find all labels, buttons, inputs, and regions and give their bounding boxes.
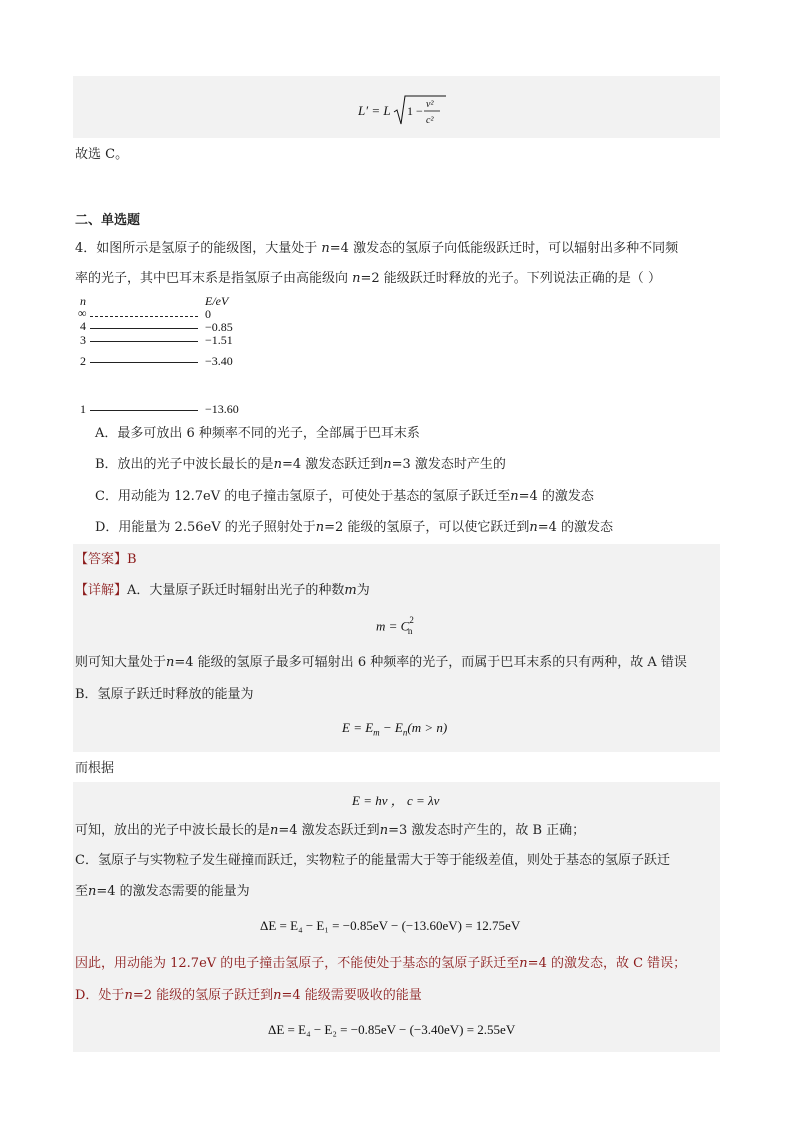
detail-text: =4 能级的氢原子最多可辐射出 6 种频率的光子，而属于巴耳末系的只有两种，故 A 错误: [174, 655, 687, 670]
section-title: 二、单选题: [75, 213, 141, 228]
equation-photon: E = hν ， c = λν: [352, 793, 440, 808]
var-n: n: [270, 823, 279, 838]
var-n: n: [519, 956, 528, 971]
equation-d: ΔE = E₄ − E₂ = −0.85eV − (−3.40eV) = 2.55eV: [268, 1022, 516, 1037]
var-n: n: [383, 457, 392, 472]
var-n: n: [273, 457, 282, 472]
equation-combination: [376, 617, 418, 636]
level-line-1: [90, 410, 198, 411]
detail-text: =2 能级的氢原子跃迁到: [132, 988, 274, 1003]
detail-text: 为: [356, 583, 370, 598]
level-line-inf: [90, 316, 198, 317]
question-text: 率的光子，其中巴耳末系是指氢原子由高能级向: [75, 271, 353, 286]
svg-text:v²: v²: [426, 99, 434, 110]
var-n: n: [510, 489, 519, 504]
eq-sub: n: [407, 625, 413, 636]
option-text: B．放出的光子中波长最长的是: [95, 457, 274, 472]
var-n: n: [88, 884, 97, 899]
option-text: =3 激发态时产生的: [391, 457, 506, 472]
question-line-1: [75, 240, 678, 258]
level-n-1: 1: [80, 402, 86, 416]
detail-text: =4 激发态跃迁到: [278, 823, 380, 838]
axis-n-label: n: [80, 294, 86, 308]
answer-tag: 【答案】: [75, 552, 128, 567]
equation-c: ΔE = E₄ − E₁ = −0.85eV − (−13.60eV) = 12.75eV: [260, 918, 521, 933]
level-n-4: 4: [80, 319, 86, 333]
detail-text: =3 激发态时产生的，故 B 正确；: [388, 823, 586, 838]
detail-text: A．大量原子跃迁时辐射出光子的种数: [127, 583, 345, 598]
option-d: [95, 519, 613, 537]
level-e-3: −1.51: [205, 333, 233, 347]
question-text: 4．如图所示是氢原子的能级图，大量处于: [75, 241, 322, 256]
eq-sup: 2: [409, 615, 414, 625]
option-text: =4 的激发态: [518, 489, 594, 504]
question-line-2: [75, 270, 661, 288]
detail-line-4: 而根据: [75, 761, 115, 776]
eq-sub: n: [402, 727, 408, 738]
equation-energy-diff: [342, 720, 447, 738]
answer-line: [75, 551, 137, 569]
eq-text: E = E: [342, 720, 374, 735]
option-a: A．最多可放出 6 种频率不同的光子，全部属于巴耳末系: [95, 426, 420, 441]
level-e-2: −3.40: [205, 354, 233, 368]
level-n-inf: ∞: [78, 306, 87, 320]
detail-text: 至: [75, 884, 89, 899]
var-n: n: [315, 520, 325, 535]
detail-text: 则可知大量处于: [75, 655, 167, 670]
svg-text:1 −: 1 −: [407, 104, 423, 118]
detail-tag: 【详解】: [75, 583, 128, 598]
option-text: =2 能级的氢原子，可以使它跃迁到: [324, 520, 530, 535]
var-n: n: [529, 520, 538, 535]
level-e-inf: 0: [205, 307, 211, 321]
eq-text: − E: [379, 720, 403, 735]
level-line-3: [90, 341, 198, 342]
detail-line-2: [75, 654, 687, 672]
answer-value: B: [127, 552, 137, 567]
detail-line-9: [75, 987, 422, 1005]
level-line-2: [90, 362, 198, 363]
top-equation: [358, 90, 448, 134]
detail-line-3: B．氢原子跃迁时释放的能量为: [75, 687, 254, 702]
detail-text: =4 能级需要吸收的能量: [281, 988, 422, 1003]
detail-text: 因此，用动能为 12.7eV 的电子撞击氢原子，不能使处于基态的氢原子跃迁至: [75, 956, 520, 971]
question-text: =2 能级跃迁时释放的光子。下列说法正确的是（ ）: [360, 271, 661, 286]
level-line-4: [90, 328, 198, 329]
detail-text: 可知，放出的光子中波长最长的是: [75, 823, 271, 838]
option-text: =4 的激发态: [537, 520, 614, 535]
option-text: C．用动能为 12.7eV 的电子撞击氢原子，可使处于基态的氢原子跃迁至: [95, 489, 511, 504]
option-c: [95, 488, 594, 506]
detail-text: D．处于: [75, 988, 125, 1003]
choose-c-line: 故选 C。: [75, 147, 129, 162]
eq-sub: m: [373, 727, 380, 738]
detail-line-8: [75, 955, 686, 973]
detail-line-7: [75, 883, 250, 901]
level-n-3: 3: [80, 333, 86, 347]
length-contraction-formula: [358, 90, 448, 130]
detail-line-1: [75, 582, 370, 600]
var-n: n: [352, 271, 361, 286]
var-m: m: [344, 583, 357, 598]
question-text: =4 激发态的氢原子向低能级跃迁时，可以辐射出多种不同频: [329, 241, 679, 256]
option-b: [95, 456, 506, 474]
detail-line-5: [75, 822, 585, 840]
level-n-2: 2: [80, 354, 86, 368]
energy-unit-label: E/eV: [205, 294, 229, 308]
svg-text:c²: c²: [426, 115, 434, 126]
level-e-4: −0.85: [205, 320, 233, 334]
eq-text: (m > n): [407, 720, 448, 735]
detail-text: =4 的激发态需要的能量为: [96, 884, 250, 899]
eq-text: m = C: [376, 618, 410, 634]
var-n: n: [166, 655, 175, 670]
var-n: n: [321, 241, 330, 256]
svg-text:L′ = L: L′ = L: [358, 103, 391, 118]
level-e-1: −13.60: [205, 402, 239, 416]
detail-text: =4 的激发态，故 C 错误；: [527, 956, 687, 971]
detail-line-6: C．氢原子与实物粒子发生碰撞而跃迁，实物粒子的能量需大于等于能级差值，则处于基态的氢原子跃迁: [75, 853, 670, 868]
var-n: n: [379, 823, 389, 838]
var-n: n: [273, 988, 282, 1003]
var-n: n: [124, 988, 133, 1003]
option-text: D．用能量为 2.56eV 的光子照射处于: [95, 520, 316, 535]
option-text: =4 激发态跃迁到: [281, 457, 384, 472]
